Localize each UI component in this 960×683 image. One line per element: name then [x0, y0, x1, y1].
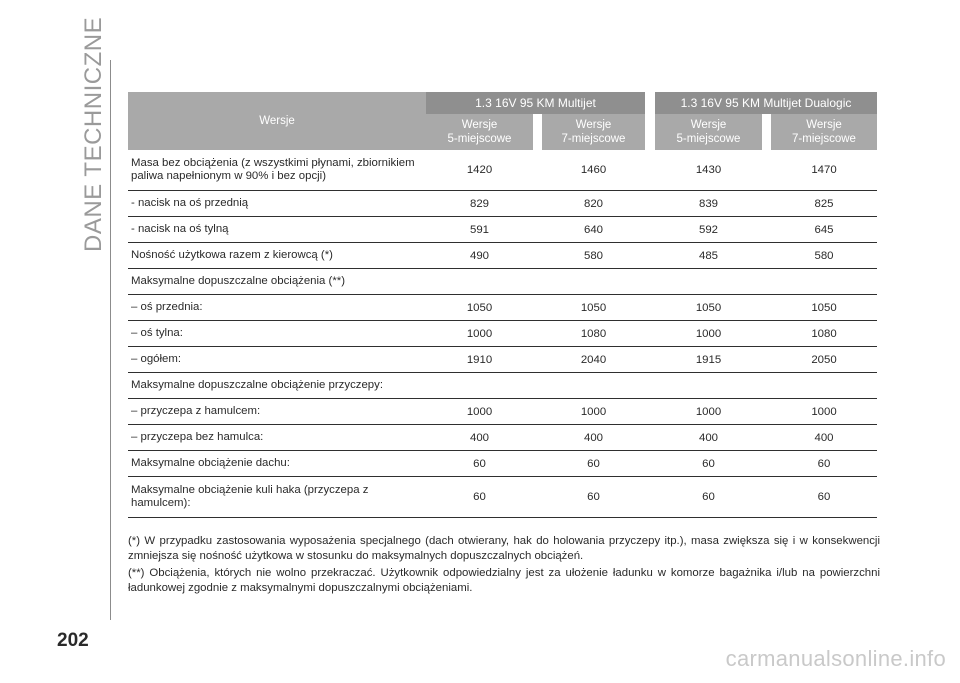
row-value: 580: [542, 243, 645, 269]
row-value: 1470: [771, 150, 877, 191]
table-row: [128, 425, 877, 451]
row-label: Maksymalne obciążenie dachu:: [128, 451, 426, 477]
row-value: 400: [542, 425, 645, 451]
row-value: 490: [426, 243, 533, 269]
row-value: 645: [771, 217, 877, 243]
header-engine-1: 1.3 16V 95 KM Multijet: [426, 92, 645, 114]
row-value: 1080: [771, 321, 877, 347]
row-gap: [762, 425, 771, 451]
row-value: 60: [542, 477, 645, 518]
row-value: 1050: [542, 295, 645, 321]
row-value: 400: [426, 425, 533, 451]
table-row: [128, 347, 877, 373]
row-value: 1420: [426, 150, 533, 191]
row-value: 1910: [426, 347, 533, 373]
row-gap: [762, 150, 771, 191]
row-gap: [762, 295, 771, 321]
row-value: 1050: [426, 295, 533, 321]
row-gap: [645, 321, 655, 347]
row-gap: [645, 373, 655, 399]
row-label: – ogółem:: [128, 347, 426, 373]
table-row: [128, 217, 877, 243]
header-variant-line1: Wersje: [461, 119, 498, 131]
row-gap: [533, 477, 542, 518]
row-label: Masa bez obciążenia (z wszystkimi płynami, zbiornikiem paliwa napełnionym w 90% i bez opcji): [128, 150, 426, 191]
row-label: - nacisk na oś tylną: [128, 217, 426, 243]
header-gap: [533, 114, 542, 150]
row-gap: [533, 373, 542, 399]
footnote-1: (*) W przypadku zastosowania wyposażenia specjalnego (dach otwierany, hak do holowania przyczepy itp.), masa zwiększa się i w konsekwencji zmniejsza się nośność użytkowa w stosunku do maksymalnych dopuszczalnych obciążeń.: [128, 535, 880, 562]
row-gap: [762, 373, 771, 399]
section-title: [80, 16, 110, 252]
row-gap: [645, 399, 655, 425]
row-gap: [762, 321, 771, 347]
row-value: 1050: [655, 295, 762, 321]
table-row: [128, 321, 877, 347]
table-row: [128, 243, 877, 269]
row-gap: [533, 269, 542, 295]
row-gap: [645, 150, 655, 191]
header-variant-line1: Wersje: [575, 119, 612, 131]
row-value: 1000: [426, 399, 533, 425]
row-label: Maksymalne dopuszczalne obciążenia (**): [128, 269, 426, 295]
row-gap: [645, 451, 655, 477]
row-label: Nośność użytkowa razem z kierowcą (*): [128, 243, 426, 269]
row-gap: [533, 321, 542, 347]
table-row: [128, 150, 877, 191]
table-row: [128, 269, 877, 295]
row-value: 580: [771, 243, 877, 269]
header-gap: [762, 114, 771, 150]
row-value: 2040: [542, 347, 645, 373]
table-row: [128, 191, 877, 217]
row-value: [771, 269, 877, 295]
row-value: 60: [542, 451, 645, 477]
row-gap: [533, 217, 542, 243]
row-value: 400: [655, 425, 762, 451]
section-divider: [110, 60, 111, 620]
row-gap: [645, 425, 655, 451]
row-value: 1000: [542, 399, 645, 425]
row-gap: [645, 477, 655, 518]
row-label: - nacisk na oś przednią: [128, 191, 426, 217]
row-label: – przyczepa bez hamulca:: [128, 425, 426, 451]
header-variant-line1: Wersje: [690, 119, 727, 131]
header-engine-2: 1.3 16V 95 KM Multijet Dualogic: [655, 92, 877, 114]
row-value: 1050: [771, 295, 877, 321]
header-variant-line2: 7-miejscowe: [792, 133, 856, 145]
row-value: 1000: [771, 399, 877, 425]
row-gap: [762, 477, 771, 518]
row-value: [426, 373, 533, 399]
row-gap: [762, 269, 771, 295]
row-value: 825: [771, 191, 877, 217]
row-gap: [762, 243, 771, 269]
row-value: 2050: [771, 347, 877, 373]
row-value: 1000: [426, 321, 533, 347]
header-variant-4: [771, 114, 877, 150]
table-row: [128, 373, 877, 399]
row-value: [771, 373, 877, 399]
row-value: 1915: [655, 347, 762, 373]
header-variant-line2: 7-miejscowe: [561, 133, 626, 145]
header-variant-3: [655, 114, 762, 150]
row-value: [542, 373, 645, 399]
row-value: [542, 269, 645, 295]
table-row: [128, 295, 877, 321]
row-value: 1430: [655, 150, 762, 191]
row-gap: [533, 425, 542, 451]
row-gap: [762, 191, 771, 217]
footnote-2: (**) Obciążenia, których nie wolno przekraczać. Użytkownik odpowiedzialny jest za ułożenie ładunku w komorze bagażnika i/lub na powierzchni ładunkowej zgodnie z maksymalnymi dopuszczalnymi obciążeniami.: [128, 567, 880, 594]
row-value: 400: [771, 425, 877, 451]
header-variant-line2: 5-miejscowe: [447, 133, 512, 145]
row-value: 640: [542, 217, 645, 243]
footnotes: [128, 534, 880, 598]
row-value: 1000: [655, 399, 762, 425]
row-gap: [645, 347, 655, 373]
row-label: Maksymalne dopuszczalne obciążenie przyczepy:: [128, 373, 426, 399]
row-value: [655, 269, 762, 295]
row-label: Maksymalne obciążenie kuli haka (przyczepa z hamulcem):: [128, 477, 426, 518]
row-value: [426, 269, 533, 295]
table-row: [128, 451, 877, 477]
row-gap: [533, 191, 542, 217]
row-value: 1000: [655, 321, 762, 347]
row-gap: [762, 217, 771, 243]
header-gap: [645, 92, 655, 150]
row-gap: [645, 295, 655, 321]
header-variant-2: [542, 114, 645, 150]
row-value: 60: [655, 451, 762, 477]
row-value: 60: [426, 451, 533, 477]
row-gap: [533, 150, 542, 191]
row-gap: [645, 269, 655, 295]
row-value: 820: [542, 191, 645, 217]
row-gap: [762, 451, 771, 477]
row-gap: [533, 399, 542, 425]
row-gap: [533, 347, 542, 373]
footer-watermark: carmanualsonline.info: [725, 646, 946, 671]
table-row: [128, 399, 877, 425]
row-gap: [533, 295, 542, 321]
row-gap: [533, 243, 542, 269]
page-number: 202: [57, 630, 89, 651]
technical-data-table: [128, 92, 877, 518]
row-value: 1080: [542, 321, 645, 347]
header-versions-label: Wersje: [128, 92, 426, 150]
table-row: [128, 477, 877, 518]
row-gap: [645, 243, 655, 269]
row-value: 485: [655, 243, 762, 269]
header-variant-1: [426, 114, 533, 150]
row-value: 60: [426, 477, 533, 518]
row-gap: [533, 451, 542, 477]
row-value: 829: [426, 191, 533, 217]
row-value: 60: [771, 477, 877, 518]
row-value: 592: [655, 217, 762, 243]
row-value: 591: [426, 217, 533, 243]
header-variant-line1: Wersje: [806, 119, 842, 131]
header-variant-line2: 5-miejscowe: [676, 133, 741, 145]
row-value: 60: [655, 477, 762, 518]
row-value: 60: [771, 451, 877, 477]
row-gap: [762, 399, 771, 425]
section-title-text: DANE TECHNICZNE: [80, 16, 107, 252]
row-label: – przyczepa z hamulcem:: [128, 399, 426, 425]
row-gap: [645, 217, 655, 243]
row-gap: [762, 347, 771, 373]
row-value: 839: [655, 191, 762, 217]
row-gap: [645, 191, 655, 217]
row-value: 1460: [542, 150, 645, 191]
row-label: – oś przednia:: [128, 295, 426, 321]
row-value: [655, 373, 762, 399]
row-label: – oś tylna:: [128, 321, 426, 347]
